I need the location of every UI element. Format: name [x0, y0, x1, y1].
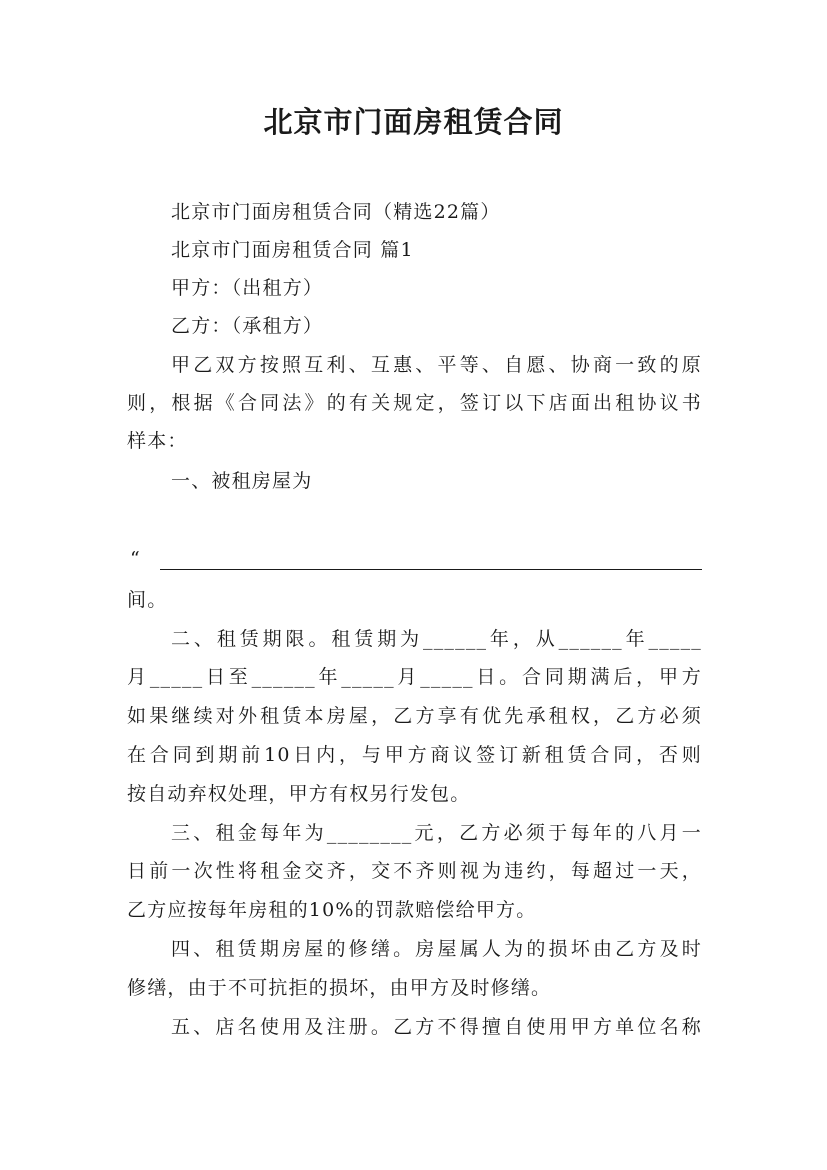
clause-4-line: 四、租赁期房屋的修缮。房屋属人为的损坏由乙方及时: [171, 938, 702, 960]
clause-2-line: 月_____日至______年_____月_____日。合同期满后，甲方: [127, 666, 702, 688]
document-title: 北京市门面房租赁合同: [263, 105, 564, 139]
opening-quote: “: [130, 548, 140, 570]
clause-2-line: 按自动弃权处理，甲方有权另行发包。: [127, 783, 471, 805]
party-b-line: 乙方：（承租方）: [171, 315, 324, 337]
blank-underline: [160, 569, 702, 570]
clause-3-line: 三、租金每年为________元，乙方必须于每年的八月一: [171, 822, 702, 844]
paragraph-line: 间。: [127, 589, 168, 611]
clause-3-line: 日前一次性将租金交齐，交不齐则视为违约，每超过一天，: [127, 860, 702, 882]
section-heading: 北京市门面房租赁合同 篇1: [171, 239, 414, 261]
paragraph-line: 则，根据《合同法》的有关规定，签订以下店面出租协议书: [127, 392, 702, 414]
paragraph-line: 甲乙双方按照互利、互惠、平等、自愿、协商一致的原: [171, 354, 702, 376]
clause-5-line: 五、店名使用及注册。乙方不得擅自使用甲方单位名称: [171, 1016, 702, 1038]
subtitle-line: 北京市门面房租赁合同（精选22篇）: [171, 201, 501, 223]
clause-2-line: 二、租赁期限。租赁期为______年，从______年_____: [171, 628, 702, 650]
clause-1-heading: 一、被租房屋为: [171, 470, 313, 492]
paragraph-line: 样本：: [127, 430, 188, 452]
party-a-line: 甲方：（出租方）: [171, 277, 324, 299]
clause-2-line: 在合同到期前10日内，与甲方商议签订新租赁合同，否则: [127, 744, 702, 766]
clause-3-line: 乙方应按每年房租的10%的罚款赔偿给甲方。: [127, 899, 537, 921]
clause-2-line: 如果继续对外租赁本房屋，乙方享有优先承租权，乙方必须: [127, 705, 702, 727]
clause-4-line: 修缮，由于不可抗拒的损坏，由甲方及时修缮。: [127, 977, 552, 999]
